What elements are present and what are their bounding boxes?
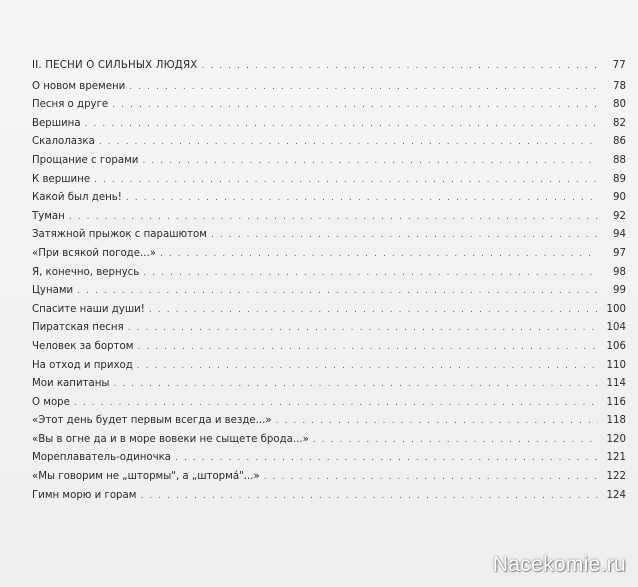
toc-entry-title: Вершина [32, 117, 81, 129]
toc-entry [32, 301, 626, 320]
table-of-contents [32, 57, 626, 505]
toc-entry [32, 431, 626, 450]
toc-entry-title: Мои капитаны [32, 378, 110, 390]
toc-entry [32, 226, 626, 245]
dot-leader [72, 394, 598, 413]
toc-entry [32, 468, 626, 487]
dot-leader [141, 264, 598, 283]
toc-entry-title: «При всякой погоде...» [32, 247, 156, 259]
toc-entry [32, 487, 626, 506]
dot-leader [135, 338, 598, 357]
toc-entry [32, 78, 626, 97]
toc-entry-title: Человек за бортом [32, 340, 134, 352]
toc-entry-title: На отход и приход [32, 359, 133, 371]
toc-entry-page-number: 124 [606, 489, 626, 501]
dot-leader [126, 319, 598, 338]
dot-leader [138, 487, 598, 506]
toc-entry-title: Цунами [32, 285, 74, 297]
toc-entry [32, 449, 626, 468]
dot-leader [111, 375, 598, 394]
toc-entry [32, 375, 626, 394]
dot-leader [274, 412, 598, 431]
toc-entry [32, 319, 626, 338]
toc-entry-title: Песня о друге [32, 99, 109, 111]
toc-entry [32, 152, 626, 171]
toc-entry [32, 412, 626, 431]
toc-entry-title: Туман [32, 210, 65, 222]
toc-entry-title: Мореплаватель-одиночка [32, 452, 172, 464]
dot-leader [199, 57, 598, 76]
toc-entry-title: «Мы говорим не „штормы", а „шторма́"...» [32, 471, 260, 483]
toc-entry [32, 189, 626, 208]
toc-entry-title: К вершине [32, 173, 91, 185]
toc-entry-title: Гимн морю и горам [32, 489, 137, 501]
toc-entry-page-number: 116 [606, 396, 626, 408]
toc-entry-page-number: 99 [613, 285, 626, 297]
toc-entry [32, 133, 626, 152]
dot-leader [92, 171, 598, 190]
dot-leader [311, 431, 598, 450]
toc-entry-title: О новом времени [32, 80, 126, 92]
section-title: II. ПЕСНИ О СИЛЬНЫХ ЛЮДЯХ [32, 60, 198, 71]
toc-entry [32, 245, 626, 264]
toc-entry-page-number: 110 [606, 359, 626, 371]
toc-entry-title: Спасите наши души! [32, 303, 145, 315]
dot-leader [97, 133, 598, 152]
toc-entry-title: «Вы в огне да и в море вовеки не сыщете брода...» [32, 433, 309, 445]
toc-entry-title: Скалолазка [32, 136, 95, 148]
toc-entry-title: Я, конечно, вернусь [32, 266, 140, 278]
toc-entry-title: Прощание с горами [32, 154, 139, 166]
dot-leader [67, 208, 598, 227]
toc-entry [32, 264, 626, 283]
toc-entry-title: Затяжной прыжок с парашютом [32, 229, 207, 241]
toc-entry-page-number: 100 [606, 303, 626, 315]
toc-entry-page-number: 82 [613, 117, 626, 129]
dot-leader [173, 449, 598, 468]
toc-entry-page-number: 94 [613, 229, 626, 241]
toc-entry-page-number: 89 [613, 173, 626, 185]
toc-entry-page-number: 86 [613, 136, 626, 148]
toc-entry-page-number: 98 [613, 266, 626, 278]
toc-entry [32, 282, 626, 301]
toc-entry-title: Пиратская песня [32, 322, 124, 334]
dot-leader [140, 152, 598, 171]
toc-entry-page-number: 122 [606, 471, 626, 483]
toc-entry-page-number: 97 [613, 247, 626, 259]
toc-entry [32, 338, 626, 357]
toc-entry [32, 96, 626, 115]
dot-leader [127, 78, 598, 97]
toc-entry-page-number: 120 [606, 433, 626, 445]
toc-entry-title: «Этот день будет первым всегда и везде...» [32, 415, 272, 427]
toc-entry-page-number: 80 [613, 99, 626, 111]
dot-leader [147, 301, 598, 320]
toc-entry [32, 357, 626, 376]
toc-entries [32, 78, 626, 506]
watermark: Nacekomie.ru [492, 553, 626, 576]
toc-entry-page-number: 78 [613, 80, 626, 92]
toc-section-heading [32, 57, 626, 76]
toc-entry-page-number: 92 [613, 210, 626, 222]
toc-entry [32, 394, 626, 413]
dot-leader [262, 468, 598, 487]
toc-entry-page-number: 90 [613, 192, 626, 204]
dot-leader [158, 245, 598, 264]
toc-entry-page-number: 104 [606, 322, 626, 334]
dot-leader [75, 282, 598, 301]
toc-entry-title: О море [32, 396, 70, 408]
toc-entry-page-number: 118 [606, 415, 626, 427]
toc-entry [32, 208, 626, 227]
toc-entry [32, 171, 626, 190]
dot-leader [124, 189, 598, 208]
toc-entry-page-number: 88 [613, 154, 626, 166]
toc-entry-page-number: 121 [606, 452, 626, 464]
toc-entry [32, 115, 626, 134]
dot-leader [135, 357, 598, 376]
toc-entry-title: Какой был день! [32, 192, 122, 204]
section-page-number: 77 [612, 60, 626, 71]
toc-entry-page-number: 114 [606, 378, 626, 390]
dot-leader [83, 115, 598, 134]
toc-entry-page-number: 106 [606, 340, 626, 352]
dot-leader [110, 96, 598, 115]
dot-leader [209, 226, 598, 245]
